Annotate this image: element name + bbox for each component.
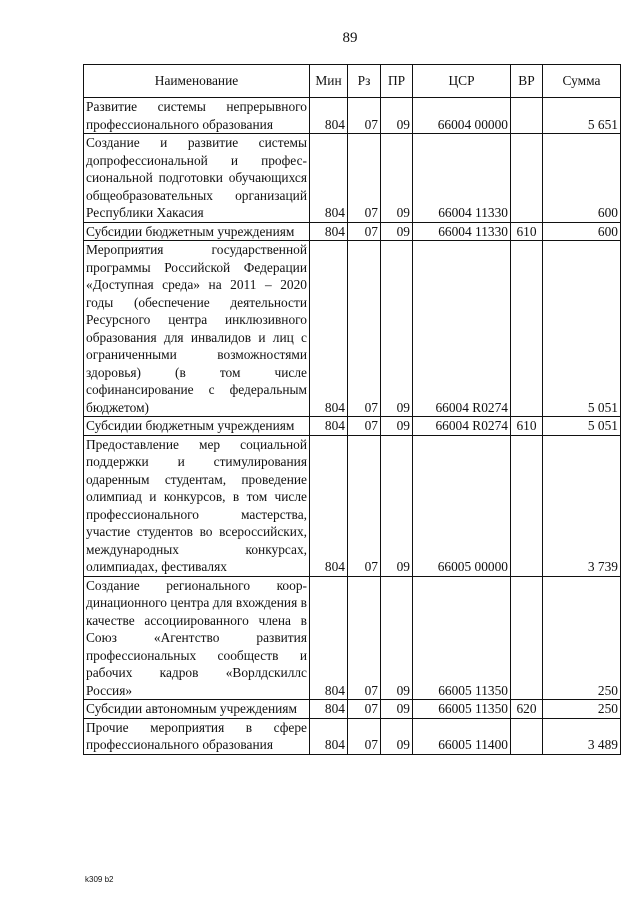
row-name: Субсидии бюджетным учреждениям [84, 222, 310, 241]
row-pr: 09 [381, 241, 413, 417]
header-vr: ВР [511, 65, 543, 98]
row-csr: 66004 R0274 [413, 241, 511, 417]
row-vr: 610 [511, 417, 543, 436]
row-min: 804 [310, 98, 348, 134]
row-min: 804 [310, 222, 348, 241]
budget-table [83, 64, 621, 755]
row-rz: 07 [348, 98, 381, 134]
row-min: 804 [310, 576, 348, 700]
row-pr: 09 [381, 700, 413, 719]
footer-code: k309 b2 [85, 875, 114, 884]
page-number: 89 [342, 30, 358, 46]
row-name: Субсидии бюджетным учреждениям [84, 417, 310, 436]
row-vr: 610 [511, 222, 543, 241]
table-row [84, 222, 621, 241]
row-min: 804 [310, 718, 348, 754]
row-csr: 66004 00000 [413, 98, 511, 134]
table-row [84, 700, 621, 719]
row-rz: 07 [348, 241, 381, 417]
row-csr: 66005 11400 [413, 718, 511, 754]
row-pr: 09 [381, 435, 413, 576]
row-rz: 07 [348, 576, 381, 700]
row-csr: 66005 11350 [413, 576, 511, 700]
row-rz: 07 [348, 134, 381, 223]
table-row [84, 98, 621, 134]
row-sum: 5 051 [543, 417, 621, 436]
table-row [84, 576, 621, 700]
row-name: Развитие системы непрерывного профессионального образования [84, 98, 310, 134]
row-vr [511, 134, 543, 223]
row-pr: 09 [381, 222, 413, 241]
row-rz: 07 [348, 700, 381, 719]
row-sum: 3 739 [543, 435, 621, 576]
row-min: 804 [310, 435, 348, 576]
row-name: Субсидии автономным учреждениям [84, 700, 310, 719]
header-pr: ПР [381, 65, 413, 98]
header-sum: Сумма [543, 65, 621, 98]
table-header-row [84, 65, 621, 98]
row-pr: 09 [381, 98, 413, 134]
row-min: 804 [310, 241, 348, 417]
row-min: 804 [310, 134, 348, 223]
row-csr: 66004 11330 [413, 222, 511, 241]
row-name: Мероприятия государственной программы Российской Федерации «Доступная среда» на 2011 – 2020 годы (обеспечение деятельности Ресурсного центра инклюзивного образования для инвалидов и лиц с ограниченными возможностями здоровья) (в том числе софинансирование с федеральным бюджетом) [84, 241, 310, 417]
table-row [84, 134, 621, 223]
row-csr: 66005 11350 [413, 700, 511, 719]
row-pr: 09 [381, 576, 413, 700]
table-row [84, 241, 621, 417]
row-sum: 600 [543, 222, 621, 241]
row-pr: 09 [381, 134, 413, 223]
row-sum: 250 [543, 700, 621, 719]
row-min: 804 [310, 417, 348, 436]
row-sum: 3 489 [543, 718, 621, 754]
row-csr: 66005 00000 [413, 435, 511, 576]
table-row [84, 417, 621, 436]
row-name: Прочие мероприятия в сфере профессионального образования [84, 718, 310, 754]
row-rz: 07 [348, 417, 381, 436]
header-min: Мин [310, 65, 348, 98]
row-vr [511, 435, 543, 576]
row-name: Создание и развитие системы допрофессиональной и профессиональной подготовки обучающихся общеобразовательных организаций Республики Хакасия [84, 134, 310, 223]
row-min: 804 [310, 700, 348, 719]
row-vr [511, 241, 543, 417]
row-pr: 09 [381, 417, 413, 436]
row-sum: 600 [543, 134, 621, 223]
header-name: Наименование [84, 65, 310, 98]
header-rz: Рз [348, 65, 381, 98]
table-row [84, 435, 621, 576]
row-csr: 66004 11330 [413, 134, 511, 223]
row-vr: 620 [511, 700, 543, 719]
row-sum: 5 051 [543, 241, 621, 417]
header-csr: ЦСР [413, 65, 511, 98]
row-rz: 07 [348, 718, 381, 754]
row-name: Создание регионального координационного центра для вхождения в качестве ассоциированного члена в Союз «Агентство развития профессиональных сообществ и рабочих кадров «Ворлдскиллс Россия» [84, 576, 310, 700]
row-sum: 5 651 [543, 98, 621, 134]
row-sum: 250 [543, 576, 621, 700]
row-csr: 66004 R0274 [413, 417, 511, 436]
table-row [84, 718, 621, 754]
row-rz: 07 [348, 222, 381, 241]
row-vr [511, 576, 543, 700]
row-vr [511, 718, 543, 754]
row-pr: 09 [381, 718, 413, 754]
row-rz: 07 [348, 435, 381, 576]
row-vr [511, 98, 543, 134]
row-name: Предоставление мер социальной поддержки и стимулирования одаренным студентам, проведение олимпиад и конкурсов, в том числе профессионального мастерства, участие студентов во всероссийских, международных конкурсах, олимпиадах, фестивалях [84, 435, 310, 576]
